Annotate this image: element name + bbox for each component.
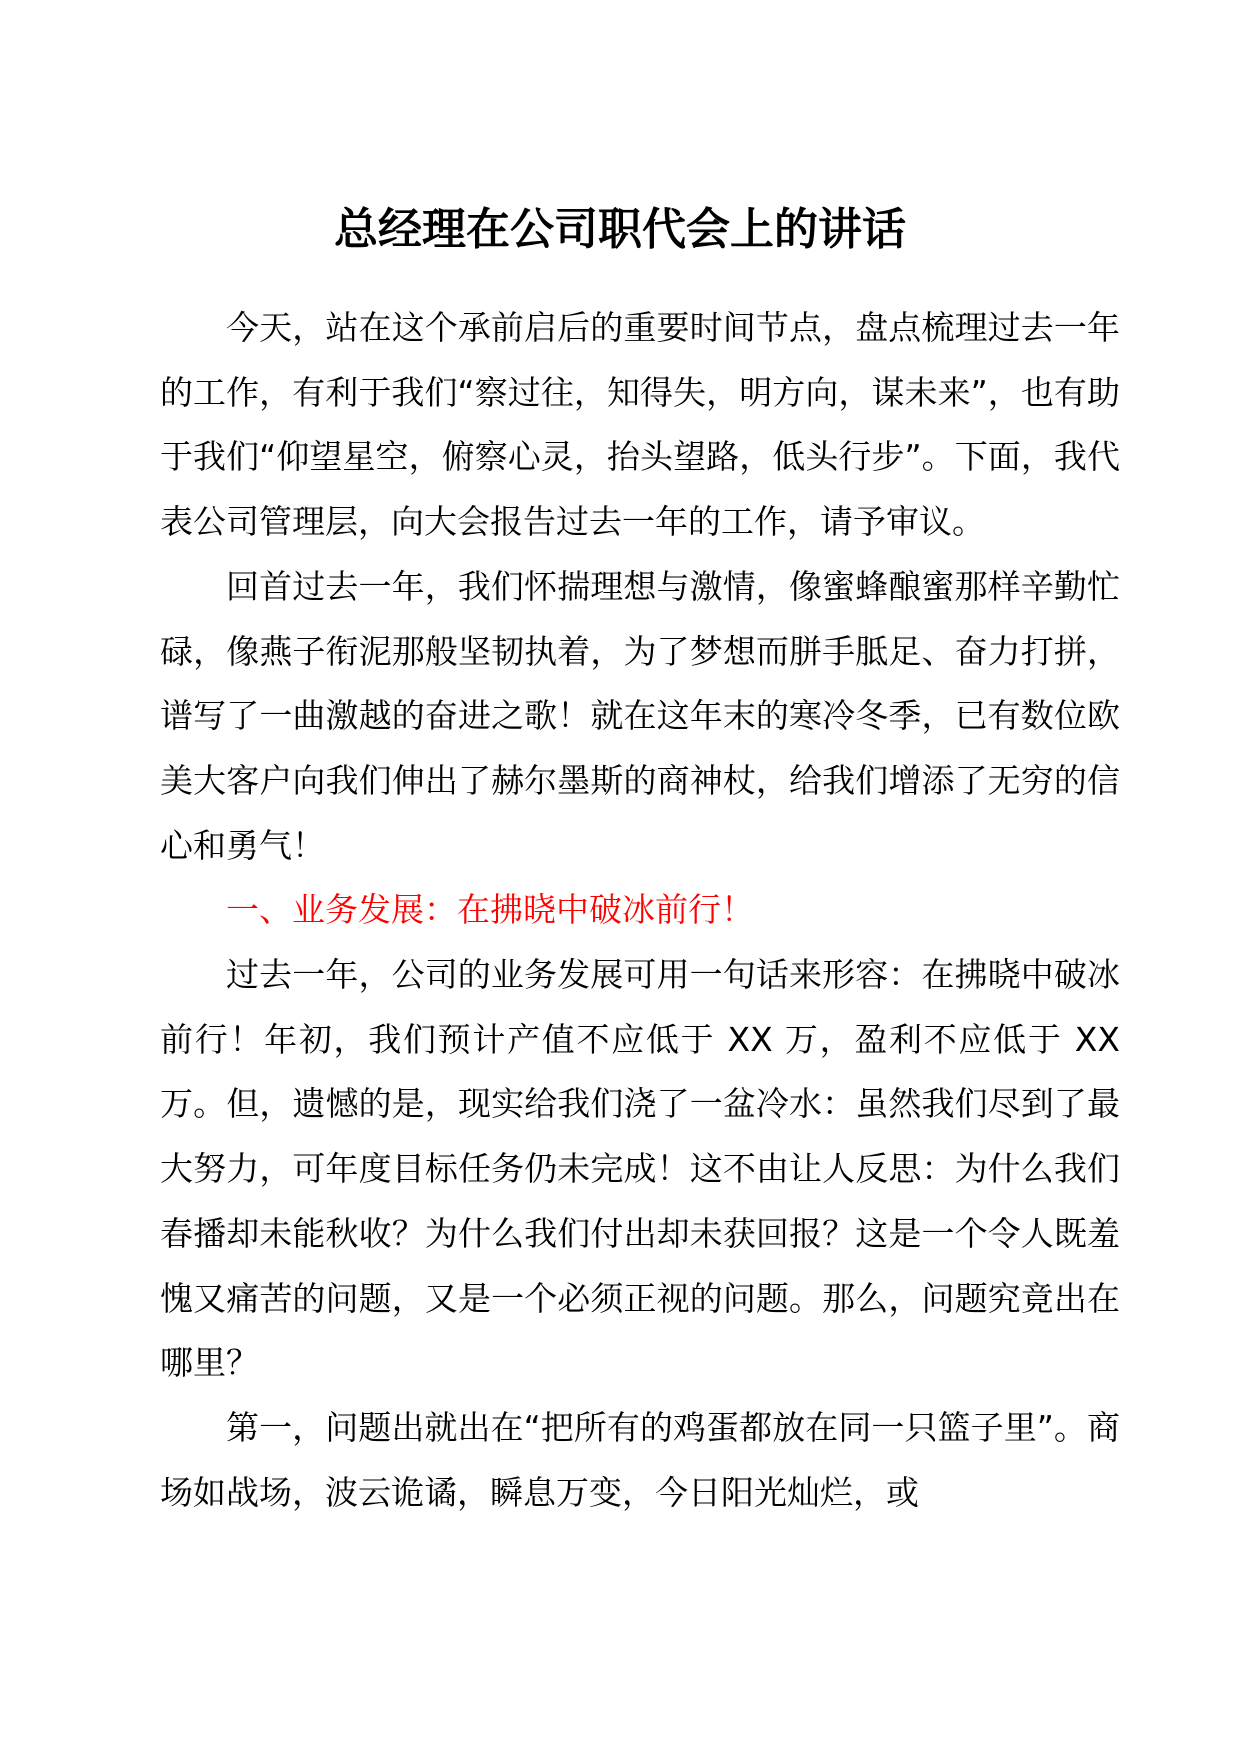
document-body <box>160 296 1120 1525</box>
document-title: 总经理在公司职代会上的讲话 <box>334 204 906 255</box>
section-heading-business: 一、业务发展：在拂晓中破冰前行！ <box>226 890 754 930</box>
paragraph-intro: 今天，站在这个承前启后的重要时间节点，盘点梳理过去一年的工作，有利于我们“察过往，知得失，明方向，谋未来”，也有助于我们“仰望星空，俯察心灵，抬头望路，低头行步”。下面，我代表公司管理层，向大会报告过去一年的工作，请予审议。 <box>160 308 1120 542</box>
paragraph-first-issue: 第一，问题出就出在“把所有的鸡蛋都放在同一只篮子里”。商场如战场，波云诡谲，瞬息万变，今日阳光灿烂，或 <box>160 1407 1120 1512</box>
paragraph-review: 回首过去一年，我们怀揣理想与激情，像蜜蜂酿蜜那样辛勤忙碌，像燕子衔泥那般坚韧执着，为了梦想而胼手胝足、奋力打拼，谱写了一曲激越的奋进之歌！就在这年末的寒冷冬季，已有数位欧美大客户向我们伸出了赫尔墨斯的商神杖，给我们增添了无穷的信心和勇气！ <box>160 566 1120 865</box>
paragraph-business: 过去一年，公司的业务发展可用一句话来形容：在拂晓中破冰前行！年初，我们预计产值不应低于 XX 万，盈利不应低于 XX 万。但，遗憾的是，现实给我们浇了一盆冷水：虽然我们尽到了最大努力，可年度目标任务仍未完成！这不由让人反思：为什么我们春播却未能秋收？为什么我们付出却未获回报？这是一个令人既羞愧又痛苦的问题，又是一个必须正视的问题。那么，问题究竟出在哪里？ <box>160 955 1120 1383</box>
